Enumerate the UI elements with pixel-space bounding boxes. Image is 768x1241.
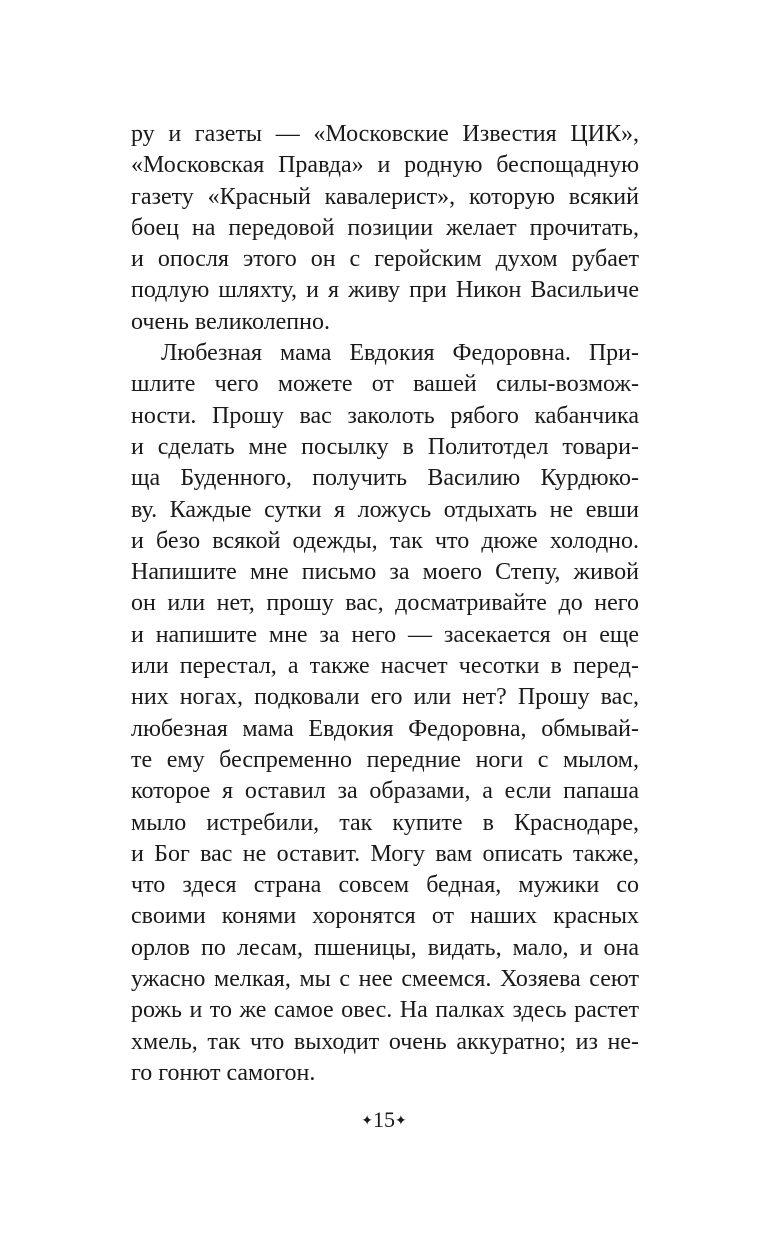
page-folio [0,1104,768,1138]
text-line: ности. Прошу вас заколоть рябого кабанчика [131,402,639,429]
ornament-right-icon: ✦ [395,1114,407,1129]
text-line: любезная мама Евдокия Федоровна, обмывай- [131,715,639,742]
text-line: те ему беспременно передние ноги с мылом, [131,746,639,773]
body-text [131,119,639,1089]
text-line: своими конями хоронятся от наших красных [131,903,639,930]
text-line: что здеся страна совсем бедная, мужики со [131,872,639,899]
paragraph [131,119,639,338]
text-line: и сделать мне посылку в Политотдел товари- [131,433,639,460]
text-line: рожь и то же самое овес. На палках здесь растет [131,997,639,1024]
text-line: ру и газеты — «Московские Известия ЦИК», [131,121,639,147]
text-line: ща Буденного, получить Василию Курдюко- [131,465,639,492]
text-line: он или нет, прошу вас, досматривайте до него [131,590,639,617]
text-line: го гонют самогон. [131,1059,316,1086]
text-line: шлите чего можете от вашей силы-возмож- [131,371,639,398]
text-line: и опосля этого он с геройским духом рубает [131,246,639,273]
text-line: Напишите мне письмо за моего Степу, живой [131,559,639,586]
ornament-left-icon: ✦ [361,1114,373,1129]
text-line: и напишите мне за него — засекается он еще [131,621,639,648]
paragraph [131,338,639,1089]
text-line: орлов по лесам, пшеницы, видать, мало, и она [131,934,639,961]
text-line: них ногах, подковали его или нет? Прошу вас, [131,684,639,711]
text-line: очень великолепно. [131,308,330,335]
text-line: и Бог вас не оставит. Могу вам описать также, [131,840,639,867]
text-line: и безо всякой одежды, так что дюже холодно. [131,527,639,554]
text-line: Любезная мама Евдокия Федоровна. При- [161,340,639,367]
text-line: ву. Каждые сутки я ложусь отдыхать не евши [131,496,639,523]
text-line: хмель, так что выходит очень аккуратно; из не- [131,1028,639,1055]
text-line: газету «Красный кавалерист», которую всякий [131,183,639,210]
text-line: боец на передовой позиции желает прочитать, [131,214,639,241]
text-line: которое я оставил за образами, а если папаша [131,778,639,805]
text-line: мыло истребили, так купите в Краснодаре, [131,809,639,836]
text-line: «Московская Правда» и родную беспощадную [131,152,639,179]
text-line: или перестал, а также насчет чесотки в перед- [131,653,639,680]
text-line: подлую шляхту, и я живу при Никон Васильиче [131,277,639,304]
text-line: ужасно мелкая, мы с нее смеемся. Хозяева сеют [131,966,639,993]
page-number: 15 [373,1107,395,1132]
